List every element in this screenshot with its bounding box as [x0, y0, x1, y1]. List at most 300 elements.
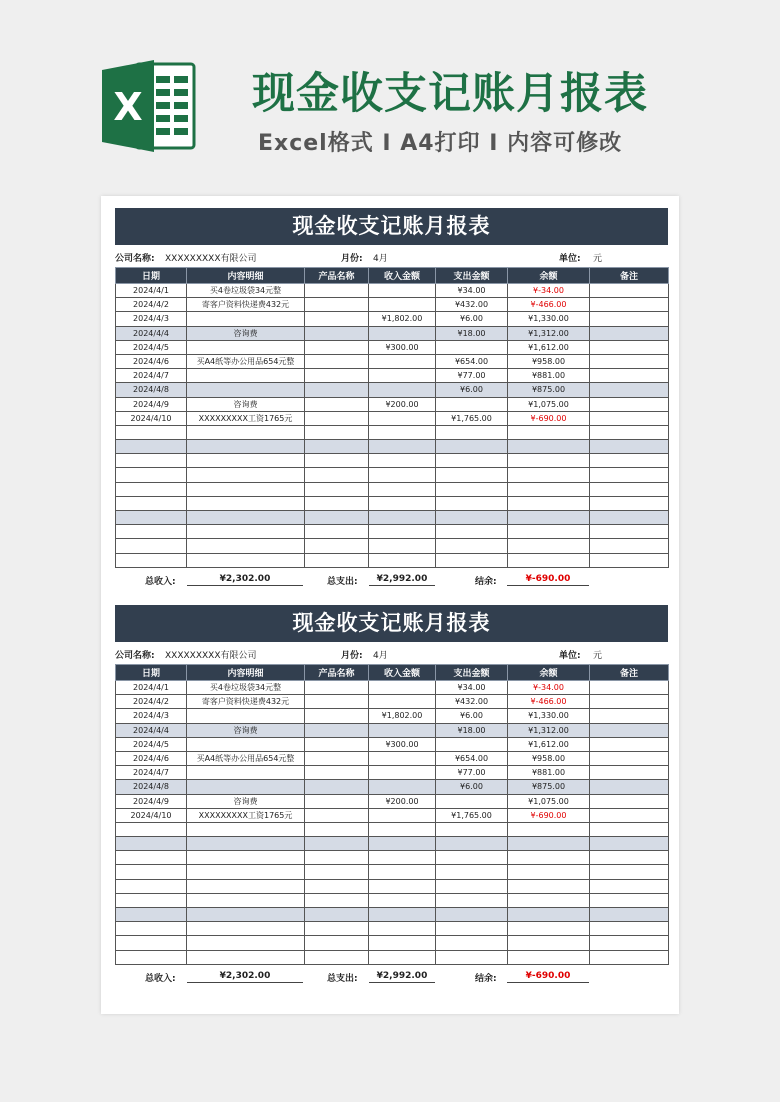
empty-cell[interactable]	[187, 440, 305, 454]
column-header: 产品名称	[305, 268, 369, 284]
empty-cell[interactable]	[436, 822, 508, 836]
cell-product[interactable]	[305, 695, 369, 709]
empty-cell[interactable]	[116, 950, 187, 964]
cell-date[interactable]: 2024/4/6	[116, 751, 187, 765]
cell-expense[interactable]: ¥1,765.00	[436, 808, 508, 822]
cell-note[interactable]	[590, 383, 669, 397]
empty-cell[interactable]	[369, 879, 436, 893]
cell-income[interactable]: ¥1,802.00	[369, 312, 436, 326]
cell-note[interactable]	[590, 751, 669, 765]
cell-expense[interactable]: ¥432.00	[436, 695, 508, 709]
empty-cell[interactable]	[187, 922, 305, 936]
empty-cell[interactable]	[436, 425, 508, 439]
empty-cell[interactable]	[508, 482, 590, 496]
empty-cell[interactable]	[305, 482, 369, 496]
empty-table-row	[116, 468, 669, 482]
cell-balance[interactable]: ¥1,330.00	[508, 709, 590, 723]
empty-cell[interactable]	[187, 851, 305, 865]
cell-desc[interactable]	[187, 709, 305, 723]
empty-cell[interactable]	[436, 468, 508, 482]
cell-balance[interactable]: ¥-690.00	[508, 411, 590, 425]
empty-cell[interactable]	[508, 837, 590, 851]
cell-note[interactable]	[590, 780, 669, 794]
cell-desc[interactable]: 咨询费	[187, 326, 305, 340]
cell-expense[interactable]: ¥6.00	[436, 780, 508, 794]
empty-cell[interactable]	[305, 908, 369, 922]
month-label: 月份:	[341, 651, 363, 661]
table-row	[116, 298, 669, 312]
empty-cell[interactable]	[590, 851, 669, 865]
empty-cell[interactable]	[305, 851, 369, 865]
cell-expense[interactable]	[436, 794, 508, 808]
empty-cell[interactable]	[369, 851, 436, 865]
cell-income[interactable]	[369, 695, 436, 709]
cell-expense[interactable]: ¥34.00	[436, 284, 508, 298]
cell-product[interactable]	[305, 780, 369, 794]
cell-date[interactable]: 2024/4/1	[116, 284, 187, 298]
cell-income[interactable]	[369, 411, 436, 425]
cell-balance[interactable]: ¥1,075.00	[508, 794, 590, 808]
cell-date[interactable]: 2024/4/10	[116, 411, 187, 425]
cell-date[interactable]: 2024/4/5	[116, 737, 187, 751]
cell-desc[interactable]: XXXXXXXXX工资1765元	[187, 808, 305, 822]
empty-cell[interactable]	[187, 936, 305, 950]
total-income-label: 总收入:	[145, 576, 176, 587]
ledger-table	[115, 267, 669, 568]
empty-cell[interactable]	[187, 950, 305, 964]
cell-balance[interactable]: ¥1,612.00	[508, 737, 590, 751]
cell-date[interactable]: 2024/4/2	[116, 695, 187, 709]
empty-cell[interactable]	[590, 936, 669, 950]
empty-cell[interactable]	[369, 468, 436, 482]
empty-cell[interactable]	[436, 482, 508, 496]
cell-income[interactable]	[369, 681, 436, 695]
empty-cell[interactable]	[508, 454, 590, 468]
empty-cell[interactable]	[369, 822, 436, 836]
empty-cell[interactable]	[436, 908, 508, 922]
empty-cell[interactable]	[187, 908, 305, 922]
empty-cell[interactable]	[305, 922, 369, 936]
empty-cell[interactable]	[508, 893, 590, 907]
cell-balance[interactable]: ¥-690.00	[508, 808, 590, 822]
empty-cell[interactable]	[187, 525, 305, 539]
empty-cell[interactable]	[369, 893, 436, 907]
empty-cell[interactable]	[508, 425, 590, 439]
cell-desc[interactable]: 买4卷垃圾袋34元整	[187, 284, 305, 298]
empty-cell[interactable]	[590, 425, 669, 439]
table-row	[116, 709, 669, 723]
cell-balance[interactable]: ¥-34.00	[508, 681, 590, 695]
cell-product[interactable]	[305, 326, 369, 340]
empty-cell[interactable]	[508, 539, 590, 553]
column-header: 备注	[590, 665, 669, 681]
cell-balance[interactable]: ¥875.00	[508, 383, 590, 397]
empty-cell[interactable]	[369, 936, 436, 950]
cell-desc[interactable]	[187, 766, 305, 780]
empty-cell[interactable]	[116, 425, 187, 439]
empty-cell[interactable]	[187, 496, 305, 510]
cell-balance[interactable]: ¥1,312.00	[508, 723, 590, 737]
empty-cell[interactable]	[305, 440, 369, 454]
empty-cell[interactable]	[305, 496, 369, 510]
cell-date[interactable]: 2024/4/2	[116, 298, 187, 312]
cell-product[interactable]	[305, 354, 369, 368]
empty-cell[interactable]	[590, 879, 669, 893]
cell-balance[interactable]: ¥1,330.00	[508, 312, 590, 326]
cell-note[interactable]	[590, 340, 669, 354]
empty-cell[interactable]	[436, 865, 508, 879]
empty-cell[interactable]	[305, 454, 369, 468]
empty-cell[interactable]	[187, 553, 305, 567]
empty-cell[interactable]	[187, 482, 305, 496]
empty-cell[interactable]	[590, 950, 669, 964]
empty-cell[interactable]	[305, 879, 369, 893]
cell-product[interactable]	[305, 751, 369, 765]
cell-balance[interactable]: ¥1,312.00	[508, 326, 590, 340]
cell-expense[interactable]: ¥18.00	[436, 326, 508, 340]
empty-cell[interactable]	[305, 553, 369, 567]
cell-balance[interactable]: ¥875.00	[508, 780, 590, 794]
cell-note[interactable]	[590, 411, 669, 425]
cell-date[interactable]: 2024/4/9	[116, 397, 187, 411]
empty-cell[interactable]	[436, 539, 508, 553]
table-row	[116, 383, 669, 397]
empty-cell[interactable]	[369, 553, 436, 567]
cell-note[interactable]	[590, 326, 669, 340]
empty-cell[interactable]	[508, 950, 590, 964]
empty-cell[interactable]	[369, 908, 436, 922]
cell-product[interactable]	[305, 794, 369, 808]
cell-product[interactable]	[305, 298, 369, 312]
empty-cell[interactable]	[590, 496, 669, 510]
empty-cell[interactable]	[590, 922, 669, 936]
empty-cell[interactable]	[590, 865, 669, 879]
cell-desc[interactable]: 寄客户资料快递费432元	[187, 298, 305, 312]
cell-income[interactable]: ¥300.00	[369, 340, 436, 354]
empty-cell[interactable]	[508, 936, 590, 950]
empty-cell[interactable]	[436, 496, 508, 510]
cell-income[interactable]	[369, 284, 436, 298]
empty-cell[interactable]	[590, 511, 669, 525]
cell-expense[interactable]: ¥654.00	[436, 354, 508, 368]
empty-cell[interactable]	[369, 454, 436, 468]
empty-cell[interactable]	[508, 511, 590, 525]
empty-cell[interactable]	[116, 468, 187, 482]
cell-product[interactable]	[305, 766, 369, 780]
cell-balance[interactable]: ¥1,612.00	[508, 340, 590, 354]
empty-cell[interactable]	[436, 511, 508, 525]
empty-cell[interactable]	[116, 865, 187, 879]
cell-date[interactable]: 2024/4/3	[116, 709, 187, 723]
empty-cell[interactable]	[116, 879, 187, 893]
empty-cell[interactable]	[116, 922, 187, 936]
cell-expense[interactable]	[436, 340, 508, 354]
cell-balance[interactable]: ¥-466.00	[508, 298, 590, 312]
cell-product[interactable]	[305, 397, 369, 411]
cell-expense[interactable]	[436, 397, 508, 411]
empty-cell[interactable]	[590, 553, 669, 567]
cell-note[interactable]	[590, 723, 669, 737]
cell-desc[interactable]	[187, 369, 305, 383]
empty-cell[interactable]	[590, 482, 669, 496]
cell-expense[interactable]	[436, 737, 508, 751]
empty-cell[interactable]	[369, 525, 436, 539]
empty-cell[interactable]	[305, 950, 369, 964]
cell-note[interactable]	[590, 354, 669, 368]
cell-date[interactable]: 2024/4/1	[116, 681, 187, 695]
empty-cell[interactable]	[116, 893, 187, 907]
empty-cell[interactable]	[187, 893, 305, 907]
cell-balance[interactable]: ¥881.00	[508, 766, 590, 780]
cell-date[interactable]: 2024/4/7	[116, 369, 187, 383]
cell-income[interactable]	[369, 766, 436, 780]
cell-date[interactable]: 2024/4/4	[116, 326, 187, 340]
empty-cell[interactable]	[508, 496, 590, 510]
cell-balance[interactable]: ¥-466.00	[508, 695, 590, 709]
cell-product[interactable]	[305, 383, 369, 397]
cell-product[interactable]	[305, 709, 369, 723]
empty-cell[interactable]	[436, 837, 508, 851]
empty-cell[interactable]	[305, 468, 369, 482]
cell-income[interactable]	[369, 723, 436, 737]
empty-cell[interactable]	[590, 893, 669, 907]
cell-expense[interactable]: ¥6.00	[436, 383, 508, 397]
cell-note[interactable]	[590, 397, 669, 411]
cell-desc[interactable]: 寄客户资料快递费432元	[187, 695, 305, 709]
cell-desc[interactable]	[187, 383, 305, 397]
cell-expense[interactable]: ¥18.00	[436, 723, 508, 737]
cell-product[interactable]	[305, 369, 369, 383]
cell-desc[interactable]: 买A4纸等办公用品654元整	[187, 751, 305, 765]
cell-income[interactable]	[369, 751, 436, 765]
empty-cell[interactable]	[508, 822, 590, 836]
empty-cell[interactable]	[508, 865, 590, 879]
empty-cell[interactable]	[369, 922, 436, 936]
cell-balance[interactable]: ¥958.00	[508, 354, 590, 368]
total-expense-value: ¥2,992.00	[369, 971, 435, 983]
empty-cell[interactable]	[305, 865, 369, 879]
cell-expense[interactable]: ¥6.00	[436, 709, 508, 723]
empty-cell[interactable]	[436, 922, 508, 936]
empty-cell[interactable]	[508, 851, 590, 865]
empty-cell[interactable]	[116, 936, 187, 950]
cell-income[interactable]	[369, 326, 436, 340]
empty-cell[interactable]	[590, 468, 669, 482]
sheet-info-row	[115, 642, 668, 664]
empty-cell[interactable]	[116, 525, 187, 539]
cell-income[interactable]	[369, 369, 436, 383]
empty-cell[interactable]	[508, 525, 590, 539]
cell-expense[interactable]: ¥77.00	[436, 766, 508, 780]
cell-date[interactable]: 2024/4/4	[116, 723, 187, 737]
empty-cell[interactable]	[436, 879, 508, 893]
table-row	[116, 354, 669, 368]
empty-cell[interactable]	[187, 539, 305, 553]
empty-cell[interactable]	[508, 879, 590, 893]
empty-cell[interactable]	[508, 553, 590, 567]
cell-note[interactable]	[590, 737, 669, 751]
cell-expense[interactable]: ¥1,765.00	[436, 411, 508, 425]
empty-cell[interactable]	[436, 440, 508, 454]
total-income-label: 总收入:	[145, 973, 176, 984]
empty-cell[interactable]	[369, 440, 436, 454]
cell-income[interactable]	[369, 298, 436, 312]
empty-cell[interactable]	[305, 525, 369, 539]
cell-note[interactable]	[590, 369, 669, 383]
cell-date[interactable]: 2024/4/3	[116, 312, 187, 326]
cell-date[interactable]: 2024/4/10	[116, 808, 187, 822]
cell-product[interactable]	[305, 737, 369, 751]
empty-cell[interactable]	[116, 454, 187, 468]
cell-note[interactable]	[590, 766, 669, 780]
month-label: 月份:	[341, 254, 363, 264]
empty-cell[interactable]	[436, 553, 508, 567]
empty-cell[interactable]	[436, 525, 508, 539]
unit-label: 单位:	[559, 254, 581, 264]
cell-note[interactable]	[590, 284, 669, 298]
cell-balance[interactable]: ¥881.00	[508, 369, 590, 383]
cell-date[interactable]: 2024/4/9	[116, 794, 187, 808]
empty-cell[interactable]	[187, 865, 305, 879]
cell-income[interactable]: ¥1,802.00	[369, 709, 436, 723]
cell-income[interactable]	[369, 354, 436, 368]
empty-cell[interactable]	[369, 482, 436, 496]
cell-desc[interactable]: XXXXXXXXX工资1765元	[187, 411, 305, 425]
empty-cell[interactable]	[305, 511, 369, 525]
cell-product[interactable]	[305, 312, 369, 326]
cell-desc[interactable]	[187, 340, 305, 354]
cell-desc[interactable]	[187, 737, 305, 751]
cell-expense[interactable]: ¥432.00	[436, 298, 508, 312]
cell-expense[interactable]: ¥654.00	[436, 751, 508, 765]
empty-cell[interactable]	[305, 837, 369, 851]
empty-cell[interactable]	[187, 822, 305, 836]
empty-cell[interactable]	[187, 879, 305, 893]
cell-product[interactable]	[305, 723, 369, 737]
cell-desc[interactable]	[187, 312, 305, 326]
cell-date[interactable]: 2024/4/6	[116, 354, 187, 368]
empty-cell[interactable]	[436, 936, 508, 950]
cell-income[interactable]: ¥300.00	[369, 737, 436, 751]
empty-cell[interactable]	[590, 525, 669, 539]
empty-cell[interactable]	[305, 893, 369, 907]
cell-desc[interactable]: 咨询费	[187, 794, 305, 808]
empty-cell[interactable]	[305, 936, 369, 950]
empty-cell[interactable]	[436, 851, 508, 865]
empty-cell[interactable]	[590, 539, 669, 553]
cell-date[interactable]: 2024/4/5	[116, 340, 187, 354]
empty-cell[interactable]	[116, 851, 187, 865]
cell-income[interactable]	[369, 808, 436, 822]
cell-note[interactable]	[590, 808, 669, 822]
cell-note[interactable]	[590, 298, 669, 312]
empty-cell[interactable]	[187, 837, 305, 851]
empty-cell[interactable]	[436, 454, 508, 468]
cell-desc[interactable]: 咨询费	[187, 723, 305, 737]
cell-income[interactable]	[369, 383, 436, 397]
cell-note[interactable]	[590, 681, 669, 695]
empty-cell[interactable]	[305, 425, 369, 439]
empty-cell[interactable]	[369, 865, 436, 879]
empty-cell[interactable]	[187, 468, 305, 482]
cell-income[interactable]: ¥200.00	[369, 397, 436, 411]
empty-cell[interactable]	[508, 440, 590, 454]
empty-cell[interactable]	[116, 511, 187, 525]
empty-cell[interactable]	[436, 950, 508, 964]
cell-balance[interactable]: ¥-34.00	[508, 284, 590, 298]
table-row	[116, 326, 669, 340]
empty-cell[interactable]	[369, 950, 436, 964]
empty-cell[interactable]	[436, 893, 508, 907]
cell-expense[interactable]: ¥77.00	[436, 369, 508, 383]
total-expense-value: ¥2,992.00	[369, 574, 435, 586]
empty-cell[interactable]	[116, 482, 187, 496]
empty-cell[interactable]	[116, 440, 187, 454]
empty-cell[interactable]	[187, 425, 305, 439]
empty-cell[interactable]	[305, 539, 369, 553]
cell-product[interactable]	[305, 411, 369, 425]
empty-cell[interactable]	[369, 496, 436, 510]
empty-cell[interactable]	[305, 822, 369, 836]
cell-note[interactable]	[590, 312, 669, 326]
empty-cell[interactable]	[369, 511, 436, 525]
cell-balance[interactable]: ¥1,075.00	[508, 397, 590, 411]
cell-balance[interactable]: ¥958.00	[508, 751, 590, 765]
empty-cell[interactable]	[116, 837, 187, 851]
cell-income[interactable]: ¥200.00	[369, 794, 436, 808]
empty-table-row	[116, 865, 669, 879]
empty-cell[interactable]	[116, 822, 187, 836]
empty-cell[interactable]	[116, 539, 187, 553]
empty-cell[interactable]	[508, 908, 590, 922]
cell-desc[interactable]: 买A4纸等办公用品654元整	[187, 354, 305, 368]
page-subtitle: Excel格式 I A4打印 I 内容可修改	[258, 131, 623, 156]
empty-cell[interactable]	[590, 908, 669, 922]
cell-product[interactable]	[305, 808, 369, 822]
cell-product[interactable]	[305, 284, 369, 298]
cell-note[interactable]	[590, 709, 669, 723]
cell-date[interactable]: 2024/4/7	[116, 766, 187, 780]
empty-cell[interactable]	[187, 454, 305, 468]
empty-cell[interactable]	[508, 922, 590, 936]
empty-cell[interactable]	[590, 837, 669, 851]
empty-cell[interactable]	[369, 425, 436, 439]
cell-desc[interactable]: 咨询费	[187, 397, 305, 411]
empty-cell[interactable]	[187, 511, 305, 525]
cell-date[interactable]: 2024/4/8	[116, 780, 187, 794]
empty-cell[interactable]	[116, 908, 187, 922]
cell-expense[interactable]: ¥34.00	[436, 681, 508, 695]
cell-date[interactable]: 2024/4/8	[116, 383, 187, 397]
cell-note[interactable]	[590, 695, 669, 709]
empty-cell[interactable]	[116, 553, 187, 567]
empty-cell[interactable]	[369, 837, 436, 851]
cell-note[interactable]	[590, 794, 669, 808]
cell-product[interactable]	[305, 681, 369, 695]
empty-cell[interactable]	[116, 496, 187, 510]
cell-desc[interactable]: 买4卷垃圾袋34元整	[187, 681, 305, 695]
empty-cell[interactable]	[590, 454, 669, 468]
table-row	[116, 780, 669, 794]
empty-cell[interactable]	[590, 440, 669, 454]
cell-income[interactable]	[369, 780, 436, 794]
cell-product[interactable]	[305, 340, 369, 354]
empty-cell[interactable]	[590, 822, 669, 836]
cell-expense[interactable]: ¥6.00	[436, 312, 508, 326]
empty-cell[interactable]	[369, 539, 436, 553]
cell-desc[interactable]	[187, 780, 305, 794]
empty-cell[interactable]	[508, 468, 590, 482]
